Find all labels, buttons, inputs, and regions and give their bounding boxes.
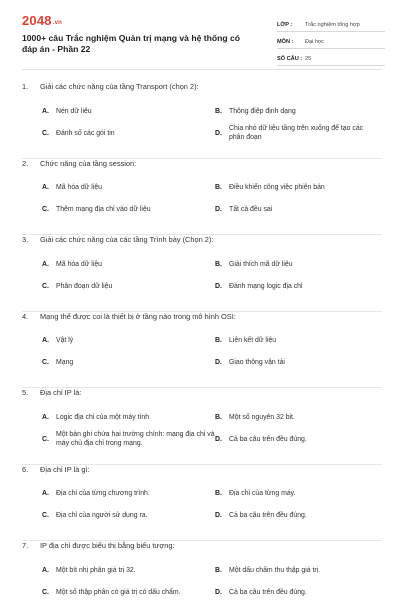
question-text: Mạng thể được coi là thiết bị ở tầng nào trong mô hình OSI: [40, 311, 236, 321]
question-item [22, 159, 382, 236]
question-text: Chức năng của tầng session: [40, 158, 137, 168]
answer-option[interactable] [42, 428, 215, 450]
option-text: Cả ba câu trên đều đúng. [229, 588, 307, 596]
question-header [22, 465, 382, 479]
answer-option[interactable] [215, 352, 375, 374]
answer-options [22, 177, 382, 221]
option-letter: D. [215, 282, 222, 290]
answer-option[interactable] [215, 199, 375, 221]
answer-option[interactable] [215, 177, 375, 199]
option-text: Chia nhỏ dữ liệu tầng trên xuống để tạo các phân đoạn [229, 125, 364, 141]
meta-row-count [277, 49, 385, 66]
option-text: Cả ba câu trên đều đúng. [229, 512, 307, 519]
option-letter: A. [42, 260, 49, 268]
answer-option[interactable] [42, 100, 215, 122]
meta-row-class [277, 15, 385, 32]
option-text: Giao thông vận tải [229, 359, 285, 366]
answer-option[interactable] [42, 505, 215, 527]
option-letter: D. [215, 206, 222, 213]
option-letter: B. [215, 490, 222, 497]
page-header [22, 0, 382, 70]
meta-key: SỐ CÂU : [277, 56, 303, 62]
option-text: Tất cả đều sai [229, 206, 273, 213]
answer-option[interactable] [215, 505, 375, 527]
question-item [22, 82, 382, 159]
meta-row-subject [277, 32, 385, 49]
answer-options [22, 100, 382, 144]
question-number: 4. [22, 311, 29, 321]
option-letter: C. [42, 129, 49, 137]
option-text: Địa chỉ của từng chương trình. [56, 490, 150, 497]
meta-key: LỚP : [277, 22, 293, 28]
answer-option[interactable] [215, 406, 375, 428]
option-text: Thông điệp định dạng [229, 107, 296, 115]
option-letter: A. [42, 413, 49, 421]
option-text: Một số nguyên 32 bit. [229, 413, 295, 421]
option-text: Mạng [56, 359, 74, 366]
question-item [22, 465, 382, 542]
option-letter: A. [42, 337, 49, 344]
option-text: Logic địa chỉ của một máy tính [56, 413, 150, 421]
answer-option[interactable] [215, 253, 375, 275]
question-item [22, 312, 382, 389]
question-text: Giải các chức năng của tầng Transport (chọn 2): [40, 82, 199, 91]
question-number: 3. [22, 235, 29, 244]
answer-options [22, 330, 382, 374]
meta-info [277, 15, 385, 66]
question-text: IP địa chỉ được biểu thị bằng biểu tượng: [40, 541, 175, 550]
question-text: Giải các chức năng của các tầng Trình bày (Chọn 2): [40, 235, 214, 244]
option-letter: B. [215, 184, 222, 191]
answer-option[interactable] [42, 122, 215, 144]
option-text: Phân đoạn dữ liệu [56, 282, 113, 290]
answer-option[interactable] [42, 199, 215, 221]
question-text: Địa chỉ IP là: [40, 388, 82, 397]
option-text: Nén dữ liệu [56, 107, 92, 115]
option-text: Đánh số các gói tin [56, 129, 115, 137]
question-number: 1. [22, 82, 29, 91]
option-text: Địa chỉ của từng máy. [229, 490, 296, 497]
option-letter: A. [42, 184, 49, 191]
option-letter: C. [42, 512, 49, 519]
meta-value: Trắc nghiệm tổng hợp [305, 22, 360, 28]
option-text: Đánh mạng logic địa chỉ [229, 282, 303, 290]
question-header [22, 541, 382, 555]
answer-option[interactable] [215, 428, 375, 450]
answer-option[interactable] [215, 559, 375, 581]
option-text: Vật lý [56, 337, 74, 344]
logo-main: 2048 [22, 13, 52, 28]
question-header [22, 388, 382, 402]
logo-tld: .vn [52, 20, 63, 26]
question-header [22, 159, 382, 173]
option-letter: B. [215, 260, 222, 268]
answer-options [22, 559, 382, 600]
answer-option[interactable] [42, 559, 215, 581]
option-letter: B. [215, 337, 222, 344]
answer-options [22, 406, 382, 450]
option-text: Điều khiển công việc phiên bản [229, 184, 325, 191]
option-letter: D. [215, 359, 222, 366]
answer-option[interactable] [215, 275, 375, 297]
option-text: Thêm mạng địa chỉ vào dữ liệu [56, 206, 151, 213]
answer-option[interactable] [42, 581, 215, 600]
meta-value: Đại học [305, 39, 324, 45]
option-text: Mã hóa dữ liệu [56, 260, 102, 268]
question-number: 6. [22, 464, 29, 474]
answer-option[interactable] [215, 100, 375, 122]
option-letter: A. [42, 107, 49, 115]
option-letter: B. [215, 566, 222, 574]
meta-key: MÔN : [277, 39, 294, 45]
page-title: 1000+ câu Trắc nghiệm Quản trị mạng và hệ thống có đáp án - Phần 22 [22, 33, 241, 54]
option-text: Một dấu chấm thu thập giá trị. [229, 566, 321, 574]
option-letter: D. [215, 129, 222, 137]
answer-option[interactable] [42, 330, 215, 352]
answer-option[interactable] [42, 253, 215, 275]
question-number: 5. [22, 388, 29, 397]
option-letter: C. [42, 206, 49, 213]
answer-option[interactable] [42, 275, 215, 297]
question-number: 7. [22, 541, 29, 550]
question-list [22, 82, 382, 600]
answer-option[interactable] [42, 177, 215, 199]
question-text: Địa chỉ IP là gì: [40, 464, 90, 474]
option-text: Mã hóa dữ liệu [56, 184, 102, 191]
answer-option[interactable] [215, 581, 375, 600]
option-letter: B. [215, 413, 222, 421]
option-text: Địa chỉ của người sử dụng ra. [56, 512, 148, 519]
question-item [22, 235, 382, 312]
option-text: Liên kết dữ liệu [229, 337, 277, 344]
answer-option[interactable] [215, 330, 375, 352]
option-letter: D. [215, 512, 222, 519]
option-letter: D. [215, 435, 222, 443]
question-header [22, 312, 382, 326]
option-letter: B. [215, 107, 222, 115]
option-letter: C. [42, 359, 49, 366]
question-header [22, 235, 382, 249]
option-text: Một bít nhị phân giá trị 32. [56, 566, 136, 574]
option-letter: A. [42, 490, 49, 497]
answer-options [22, 483, 382, 527]
question-item [22, 541, 382, 600]
meta-value: 25 [305, 56, 312, 62]
answer-option[interactable] [42, 406, 215, 428]
site-logo[interactable] [22, 13, 62, 28]
option-letter: C. [42, 435, 49, 443]
option-letter: C. [42, 588, 49, 596]
option-text: Giải thích mã dữ liệu [229, 260, 293, 268]
option-text: Một bản ghi chứa hai trường chính: mạng địa chỉ và máy chủ địa chỉ trong mạng. [56, 431, 215, 447]
option-text: Cả ba câu trên đều đúng. [229, 435, 307, 443]
answer-option[interactable] [215, 483, 375, 505]
option-text: Một số thập phân có giá trị có dấu chấm. [56, 588, 181, 596]
answer-option[interactable] [42, 483, 215, 505]
answer-option[interactable] [42, 352, 215, 374]
answer-options [22, 253, 382, 297]
option-letter: C. [42, 282, 49, 290]
question-header [22, 82, 382, 96]
question-number: 2. [22, 158, 29, 168]
question-item [22, 388, 382, 465]
answer-option[interactable] [215, 122, 375, 144]
option-letter: A. [42, 566, 49, 574]
option-letter: D. [215, 588, 222, 596]
